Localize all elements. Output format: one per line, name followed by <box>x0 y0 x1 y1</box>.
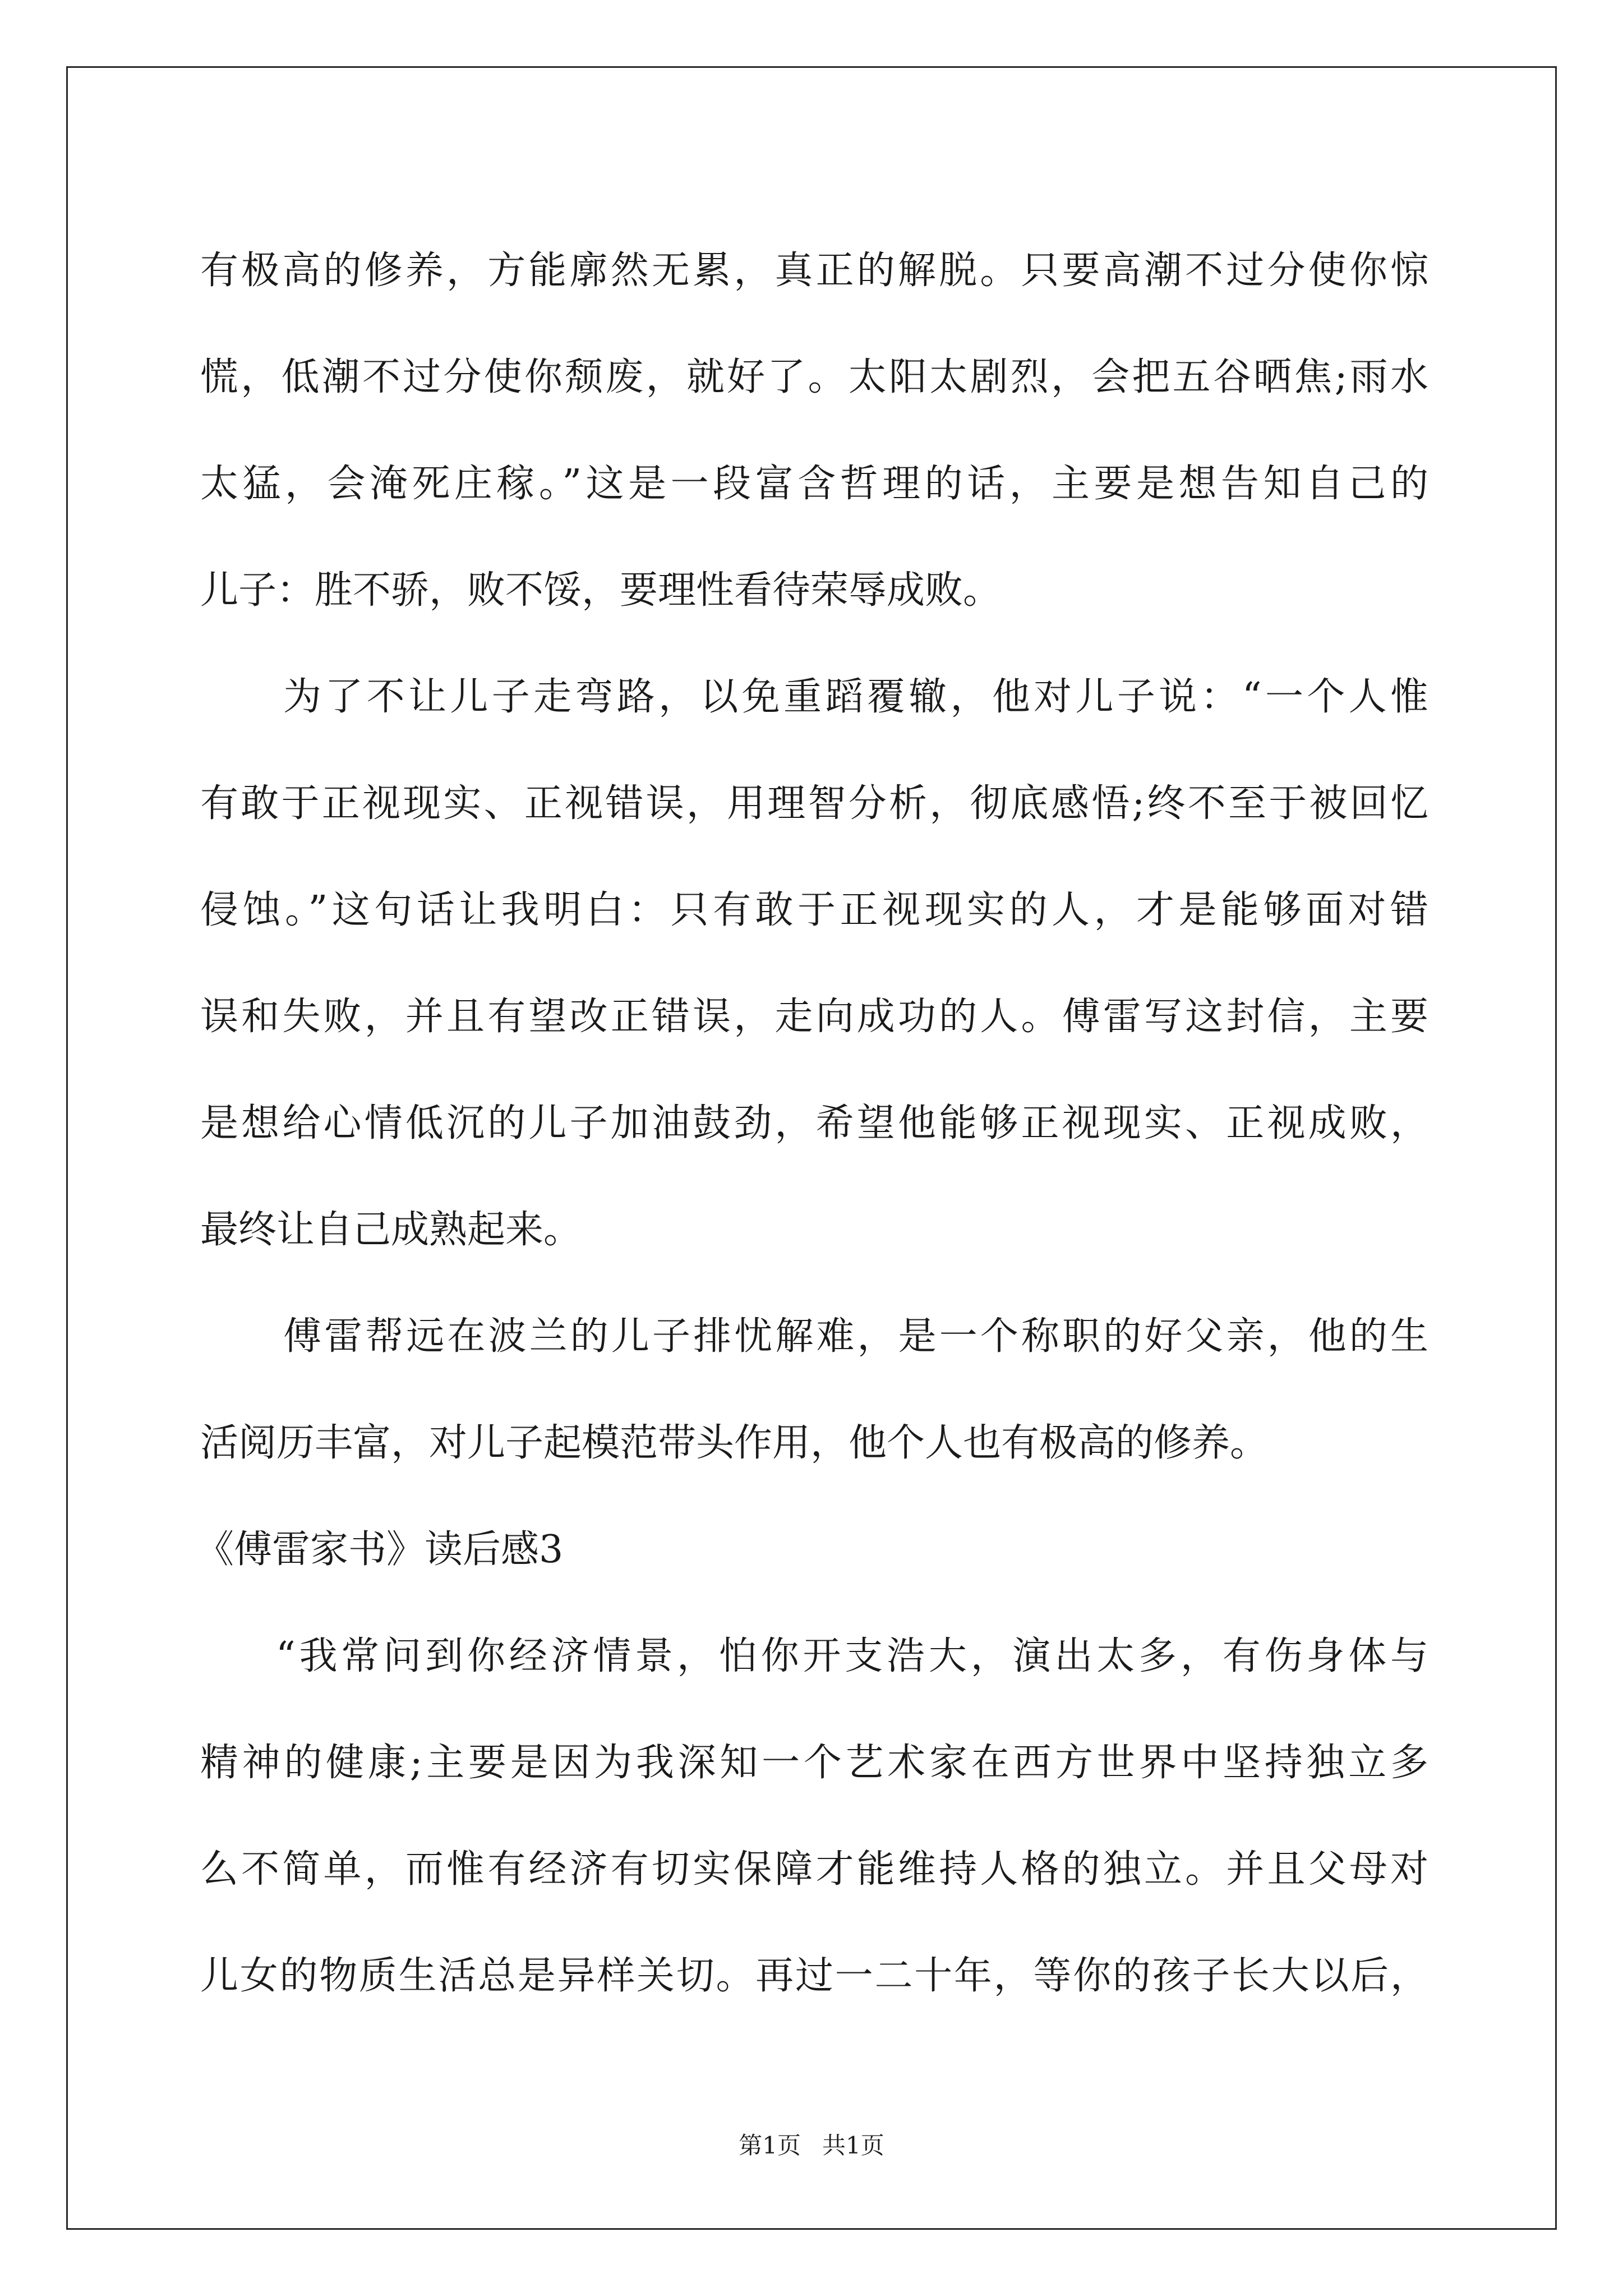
text-line: 儿女的物质生活总是异样关切。再过一二十年，等你的孩子长大以后， <box>200 1954 1428 1998</box>
page-total: 共1页 <box>822 2132 884 2159</box>
text-line: 精神的健康;主要是因为我深知一个艺术家在西方世界中坚持独立多 <box>200 1741 1428 1785</box>
text-line: 太猛，会淹死庄稼。”这是一段富含哲理的话，主要是想告知自己的 <box>200 462 1428 506</box>
text-line: 有极高的修养，方能廓然无累，真正的解脱。只要高潮不过分使你惊 <box>200 249 1428 293</box>
page-number: 第1页 <box>739 2132 801 2159</box>
text-line: 傅雷帮远在波兰的儿子排忧解难，是一个称职的好父亲，他的生 <box>283 1314 1428 1359</box>
page-footer <box>0 2129 1623 2162</box>
text-line: 最终让自己成熟起来。 <box>200 1208 582 1252</box>
section-heading: 《傅雷家书》读后感3 <box>196 1527 564 1572</box>
text-line: 为了不让儿子走弯路，以免重蹈覆辙，他对儿子说：“一个人惟 <box>283 675 1429 719</box>
text-line: 儿子：胜不骄，败不馁，要理性看待荣辱成败。 <box>200 568 1002 613</box>
text-line: 是想给心情低沉的儿子加油鼓劲，希望他能够正视现实、正视成败， <box>200 1101 1428 1145</box>
text-line: 么不简单，而惟有经济有切实保障才能维持人格的独立。并且父母对 <box>200 1847 1428 1892</box>
text-line: 侵蚀。”这句话让我明白：只有敢于正视现实的人，才是能够面对错 <box>200 888 1428 932</box>
text-line: 活阅历丰富，对儿子起模范带头作用，他个人也有极高的修养。 <box>200 1421 1269 1465</box>
document-body <box>196 218 1429 2030</box>
text-line: “我常问到你经济情景，怕你开支浩大，演出太多，有伤身体与 <box>276 1634 1428 1678</box>
text-line: 误和失败，并且有望改正错误，走向成功的人。傅雷写这封信，主要 <box>200 995 1428 1039</box>
text-line: 有敢于正视现实、正视错误，用理智分析，彻底感悟;终不至于被回忆 <box>200 781 1428 826</box>
text-line: 慌，低潮不过分使你颓废，就好了。太阳太剧烈，会把五谷晒焦;雨水 <box>200 355 1428 399</box>
